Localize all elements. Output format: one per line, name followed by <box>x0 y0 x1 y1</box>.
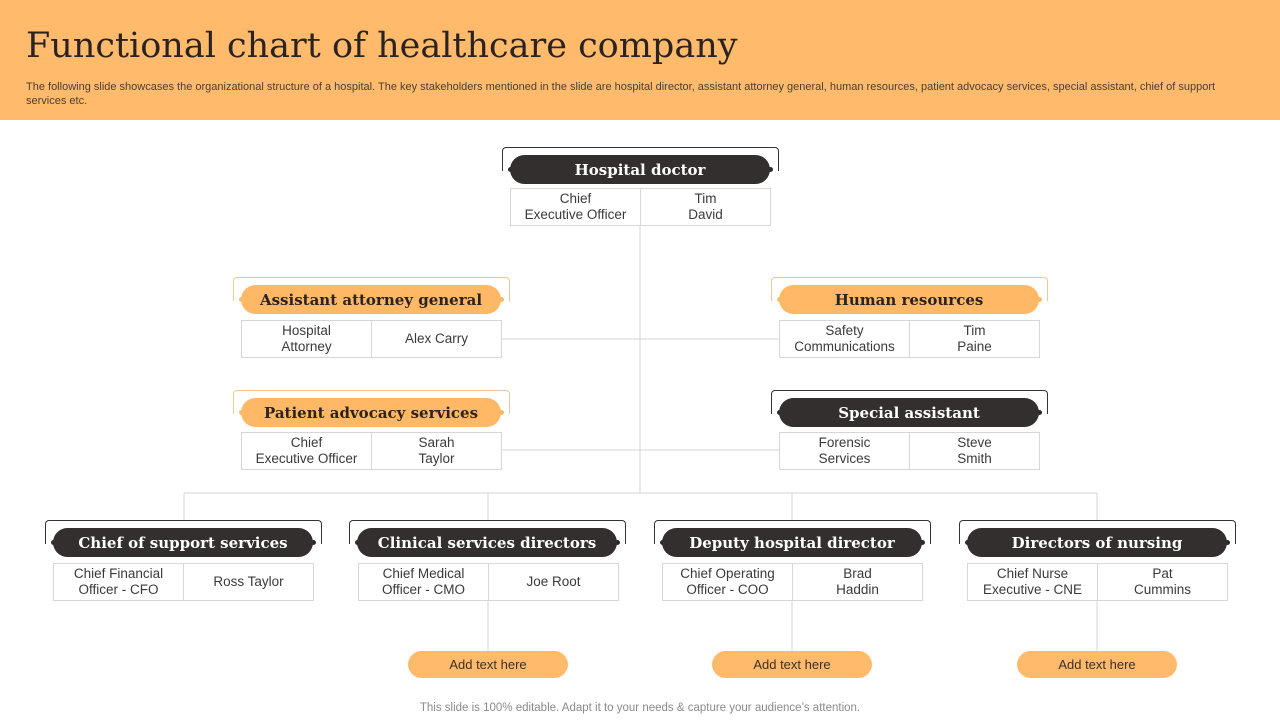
role-cell: Chief Operating Officer - COO <box>680 566 775 597</box>
role-cell: Chief Medical Officer - CMO <box>381 566 465 597</box>
node-title: Deputy hospital director <box>662 528 922 557</box>
node-title: Assistant attorney general <box>241 285 501 314</box>
node-human-resources <box>771 277 1048 317</box>
person-cell: Sarah Taylor <box>371 433 501 469</box>
node-title: Special assistant <box>779 398 1039 427</box>
node-nursing <box>959 520 1236 560</box>
role-cell: Chief Executive Officer <box>524 191 627 222</box>
person-cell: Steve Smith <box>909 433 1039 469</box>
node-hospital-doctor-info <box>510 188 771 226</box>
header-banner <box>0 0 1280 120</box>
role-cell: Chief Financial Officer - CFO <box>73 566 164 597</box>
footer-note: This slide is 100% editable. Adapt it to your needs & capture your audience’s attention. <box>419 702 861 714</box>
person-cell: Tim David <box>640 189 770 225</box>
node-deputy-director <box>654 520 931 560</box>
node-title: Clinical services directors <box>357 528 617 557</box>
person-cell: Brad Haddin <box>792 564 922 600</box>
node-patient-advocacy <box>233 390 510 430</box>
node-title: Chief of support services <box>53 528 313 557</box>
node-special-assistant-info <box>779 432 1040 470</box>
node-support-services-info <box>53 563 314 601</box>
role-cell: Safety Communications <box>794 323 895 354</box>
node-special-assistant <box>771 390 1048 430</box>
node-clinical-services <box>349 520 626 560</box>
person-cell: Tim Paine <box>909 321 1039 357</box>
node-patient-advocacy-info <box>241 432 502 470</box>
node-human-resources-info <box>779 320 1040 358</box>
node-nursing-info <box>967 563 1228 601</box>
person-cell: Joe Root <box>488 564 618 600</box>
person-cell: Ross Taylor <box>183 564 313 600</box>
add-text-placeholder-2[interactable]: Add text here <box>712 651 872 678</box>
role-cell: Forensic Services <box>818 435 871 466</box>
node-title: Hospital doctor <box>510 155 770 184</box>
person-cell: Alex Carry <box>371 321 501 357</box>
node-title: Human resources <box>779 285 1039 314</box>
node-support-services <box>45 520 322 560</box>
node-title: Patient advocacy services <box>241 398 501 427</box>
role-cell: Hospital Attorney <box>281 323 332 354</box>
node-assistant-attorney <box>233 277 510 317</box>
node-assistant-attorney-info <box>241 320 502 358</box>
add-text-placeholder-1[interactable]: Add text here <box>408 651 568 678</box>
page-subtitle: The following slide showcases the organizational structure of a hospital. The key stakeholders mentioned in the slide are hospital director, assistant attorney general, human resources, patient advocacy services, special assistant, chief of support services etc. <box>26 81 1216 107</box>
add-text-placeholder-3[interactable]: Add text here <box>1017 651 1177 678</box>
role-cell: Chief Nurse Executive - CNE <box>982 566 1083 597</box>
person-cell: Pat Cummins <box>1097 564 1227 600</box>
page-title: Functional chart of healthcare company <box>26 26 738 66</box>
role-cell: Chief Executive Officer <box>255 435 358 466</box>
node-deputy-director-info <box>662 563 923 601</box>
node-title: Directors of nursing <box>967 528 1227 557</box>
node-hospital-doctor <box>502 147 779 187</box>
node-clinical-services-info <box>358 563 619 601</box>
